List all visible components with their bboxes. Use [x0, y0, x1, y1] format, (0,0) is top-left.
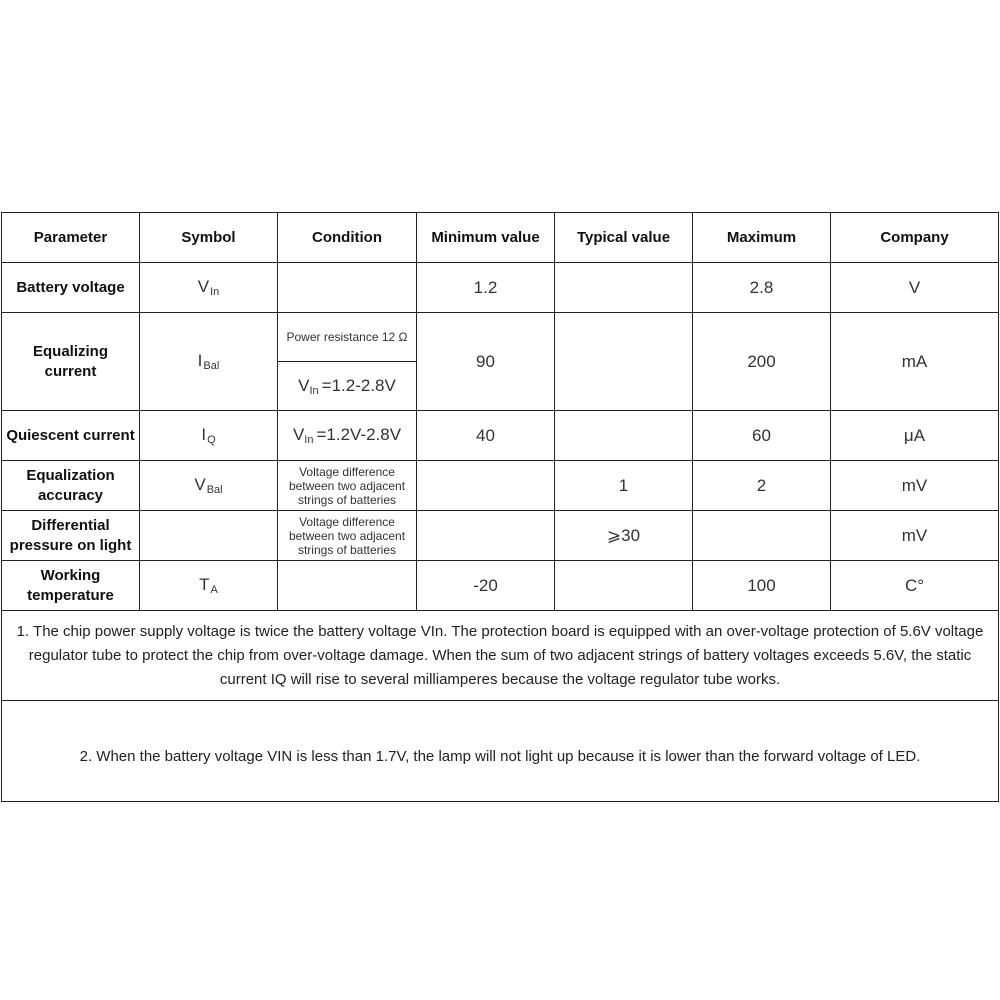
max-value: 200 [693, 313, 831, 411]
param-name: Quiescent current [2, 411, 140, 461]
symbol-sub: Bal [203, 360, 220, 372]
condition-cell: Power resistance 12 Ω [278, 313, 417, 362]
min-value [417, 511, 555, 561]
symbol-main: I [201, 425, 207, 444]
condition-cell [278, 263, 417, 313]
row-differential-pressure [2, 511, 999, 561]
unit-value: mV [831, 511, 999, 561]
param-name: Battery voltage [2, 263, 140, 313]
condition-cell [278, 362, 417, 411]
condition-cell: Voltage difference between two adjacent strings of batteries [278, 511, 417, 561]
symbol-main: V [194, 475, 206, 494]
row-quiescent-current [2, 411, 999, 461]
note-1: 1. The chip power supply voltage is twice the battery voltage VIn. The protection board is equipped with an over-voltage protection of 5.6V voltage regulator tube to protect the chip from over-voltage damage. When the sum of two adjacent strings of battery voltages exceeds 5.6V, the static current IQ will rise to several milliamperes because the voltage regulator tube works. [2, 611, 999, 701]
param-name: Differential pressure on light [2, 511, 140, 561]
symbol-main: V [197, 277, 210, 296]
symbol-main: T [199, 575, 210, 594]
unit-value: mA [831, 313, 999, 411]
header-symbol: Symbol [140, 213, 278, 263]
symbol-cell [140, 313, 278, 411]
unit-value: C° [831, 561, 999, 611]
header-maximum: Maximum [693, 213, 831, 263]
row-note-2 [2, 701, 999, 802]
symbol-sub: A [210, 584, 218, 596]
header-condition: Condition [278, 213, 417, 263]
row-working-temperature [2, 561, 999, 611]
symbol-sub: In [210, 286, 220, 298]
cond-sub: In [309, 384, 319, 397]
symbol-cell [140, 411, 278, 461]
param-name: Equalizing current [2, 313, 140, 411]
header-company: Company [831, 213, 999, 263]
typ-value: 1 [555, 461, 693, 511]
max-value: 2.8 [693, 263, 831, 313]
max-value: 60 [693, 411, 831, 461]
cond-sub: In [304, 434, 314, 446]
typ-value [555, 411, 693, 461]
cond-main: V [298, 375, 310, 395]
param-name: Working temperature [2, 561, 140, 611]
min-value: 40 [417, 411, 555, 461]
max-value [693, 511, 831, 561]
condition-cell [278, 411, 417, 461]
note-2: 2. When the battery voltage VIN is less than 1.7V, the lamp will not light up because it is lower than the forward voltage of LED. [2, 701, 999, 802]
param-name: Equalization accuracy [2, 461, 140, 511]
unit-value: V [831, 263, 999, 313]
max-value: 100 [693, 561, 831, 611]
condition-cell: Voltage difference between two adjacent strings of batteries [278, 461, 417, 511]
min-value: 1.2 [417, 263, 555, 313]
cond-main: V [292, 425, 305, 444]
typ-value: ⩾30 [555, 511, 693, 561]
symbol-sub: Q [207, 434, 216, 446]
header-parameter: Parameter [2, 213, 140, 263]
symbol-cell [140, 461, 278, 511]
unit-value: μA [831, 411, 999, 461]
typ-value [555, 561, 693, 611]
spec-table [1, 212, 999, 802]
row-equalization-accuracy [2, 461, 999, 511]
unit-value: mV [831, 461, 999, 511]
cond-rest: =1.2-2.8V [321, 375, 396, 395]
symbol-main: I [197, 351, 203, 370]
header-row [2, 213, 999, 263]
symbol-cell [140, 263, 278, 313]
max-value: 2 [693, 461, 831, 511]
row-battery-voltage [2, 263, 999, 313]
min-value [417, 461, 555, 511]
condition-cell [278, 561, 417, 611]
header-typical: Typical value [555, 213, 693, 263]
cond-rest: =1.2V-2.8V [316, 425, 402, 444]
symbol-sub: Bal [206, 484, 223, 496]
symbol-cell [140, 511, 278, 561]
min-value: 90 [417, 313, 555, 411]
row-equalizing-current [2, 313, 999, 362]
symbol-cell [140, 561, 278, 611]
min-value: -20 [417, 561, 555, 611]
typ-value [555, 263, 693, 313]
header-minimum: Minimum value [417, 213, 555, 263]
row-note-1 [2, 611, 999, 701]
typ-value [555, 313, 693, 411]
